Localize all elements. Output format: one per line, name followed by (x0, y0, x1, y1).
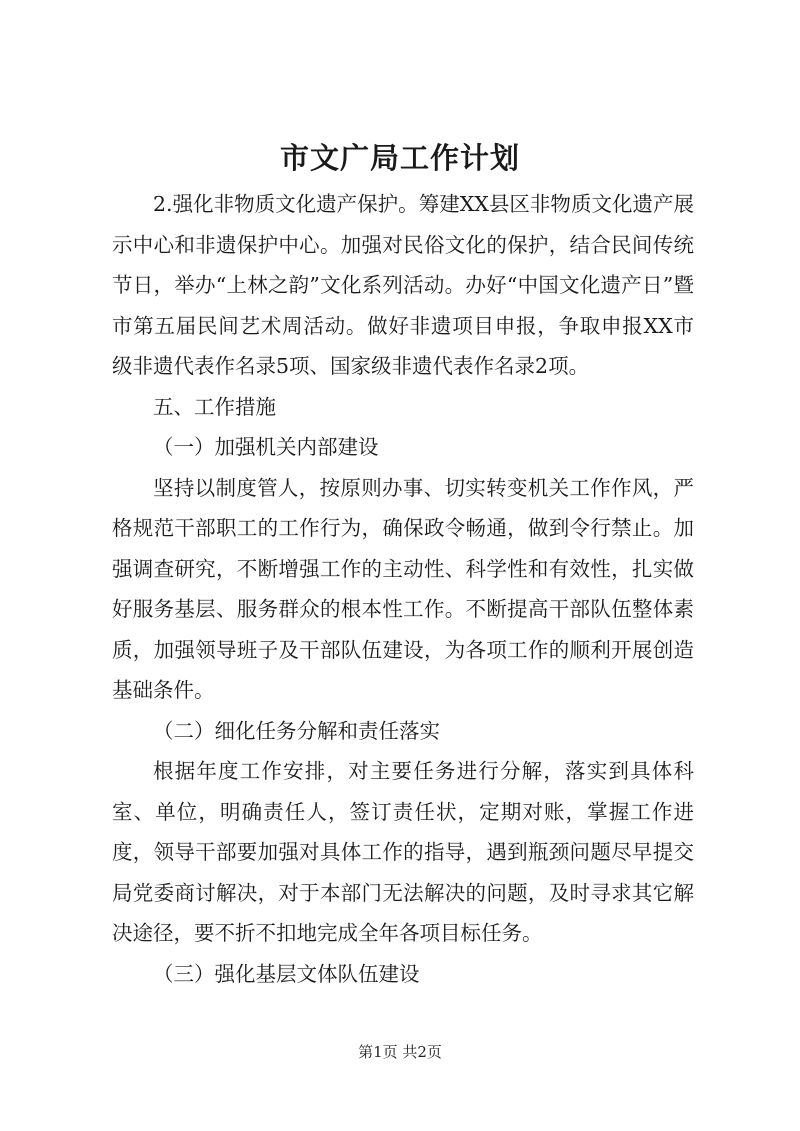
subheading-grassroots-teams: （三）强化基层文体队伍建设 (153, 961, 420, 986)
document-title: 市文广局工作计划 (279, 141, 520, 175)
subheading-task-decomposition: （二）细化任务分解和责任落实 (153, 718, 440, 743)
document-body (112, 184, 694, 994)
paragraph-internal-building: 坚持以制度管人，按原则办事、切实转变机关工作作风，严格规范干部职工的工作行为，确保政令畅通，做到令行禁止。加强调查研究，不断增强工作的主动性、科学性和有效性，扎实做好服务基层、服务群众的根本性工作。不断提高干部队伍整体素质，加强领导班子及干部队伍建设，为各项工作的顺利开展创造基础条件。 (112, 475, 694, 702)
page-footer: 第1页 共2页 (358, 1043, 442, 1061)
section-heading-work-measures: 五、工作措施 (153, 394, 276, 419)
subheading-internal-building: （一）加强机关内部建设 (153, 435, 379, 459)
paragraph-heritage-protection: 2.强化非物质文化遗产保护。筹建XX县区非物质文化遗产展示中心和非遗保护中心。加强对民俗文化的保护，结合民间传统节日，举办“上林之韵”文化系列活动。办好“中国文化遗产日”暨市第五届民间艺术周活动。做好非遗项目申报，争取申报XX市级非遗代表作名录5项、国家级非遗代表作名录2项。 (112, 192, 694, 378)
paragraph-task-decomposition: 根据年度工作安排，对主要任务进行分解，落实到具体科室、单位，明确责任人，签订责任状，定期对账，掌握工作进度，领导干部要加强对具体工作的指导，遇到瓶颈问题尽早提交局党委商讨解决，对于本部门无法解决的问题，及时寻求其它解决途径，要不折不扣地完成全年各项目标任务。 (112, 759, 694, 945)
